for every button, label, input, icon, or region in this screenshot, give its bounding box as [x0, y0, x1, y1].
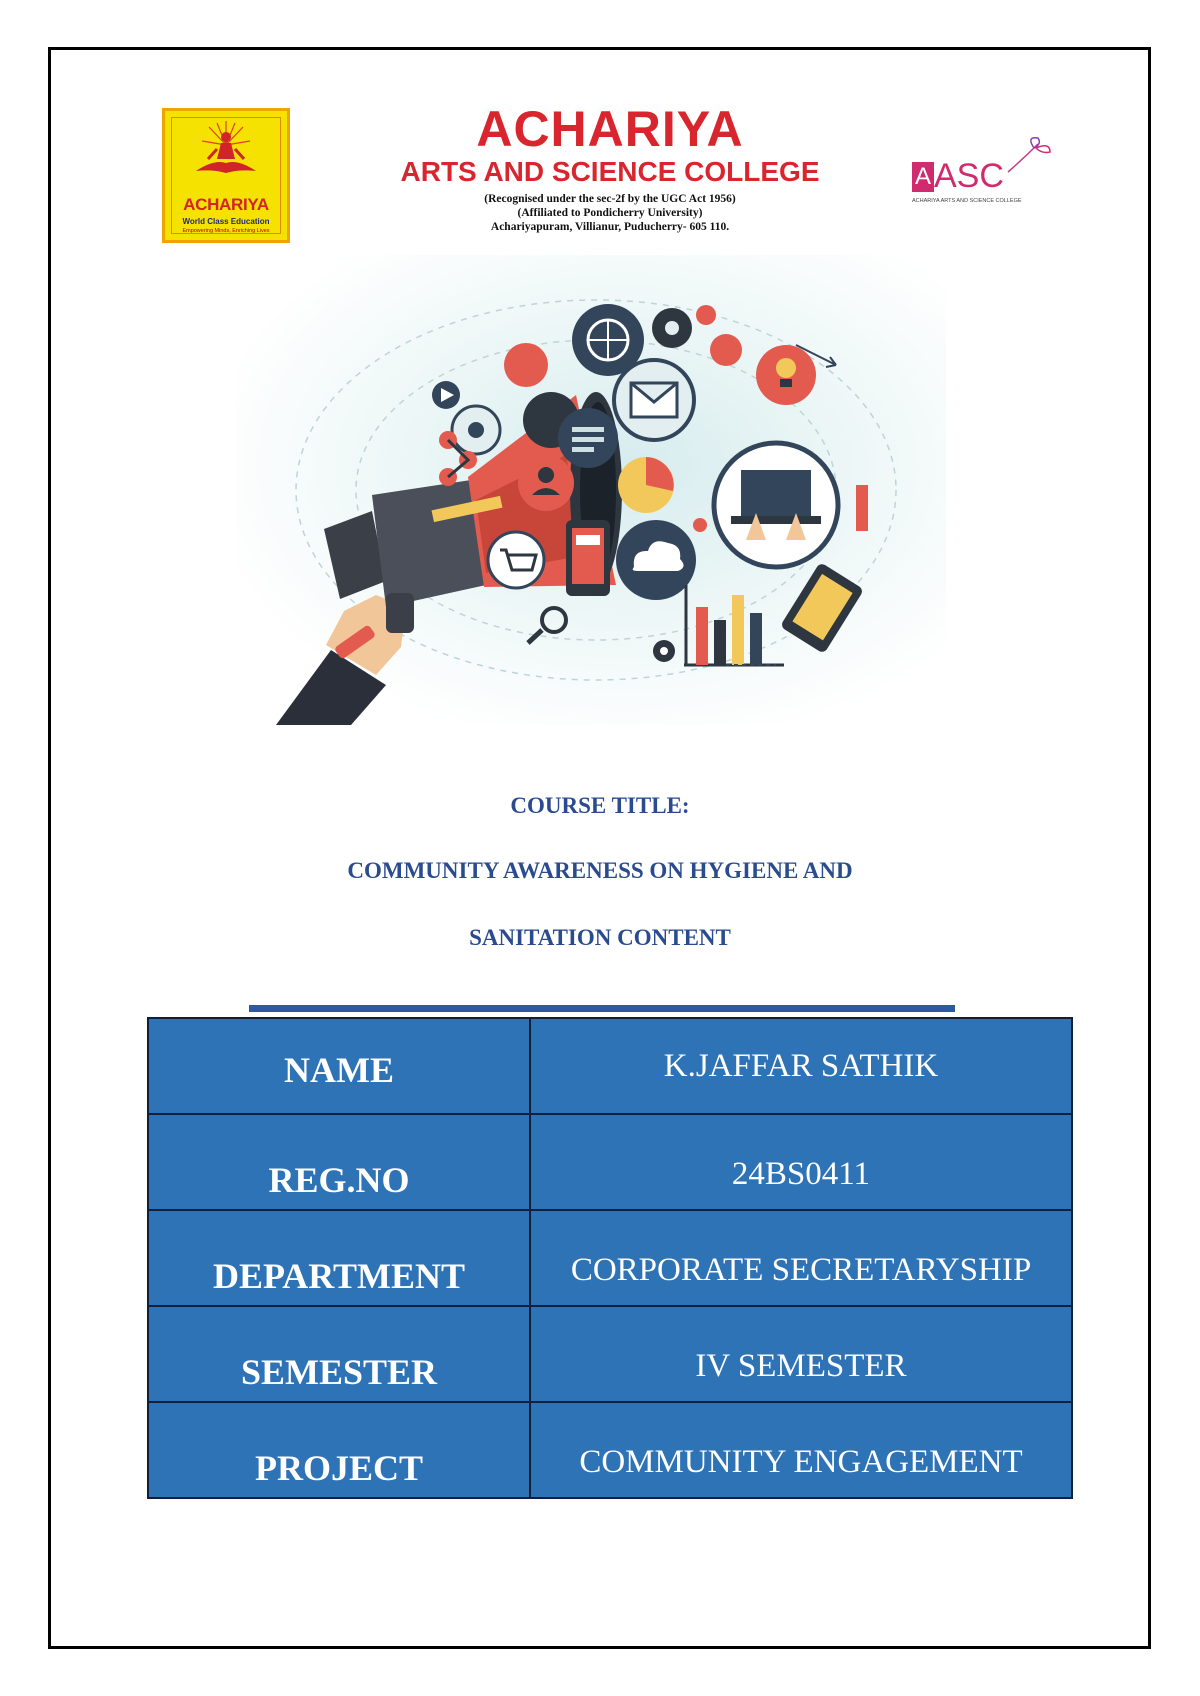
semester-label: SEMESTER	[148, 1306, 530, 1402]
college-subtitle: ARTS AND SCIENCE COLLEGE	[400, 156, 820, 187]
aasc-logo	[912, 136, 1062, 208]
logo-wordmark: ACHARIYA	[183, 195, 269, 214]
name-label: NAME	[148, 1018, 530, 1114]
logo-letters: ASC	[934, 157, 1004, 195]
department-label: DEPARTMENT	[148, 1210, 530, 1306]
reg-no-value: 24BS0411	[530, 1114, 1072, 1210]
logo-motto: Empowering Minds, Enriching Lives	[182, 228, 270, 234]
logo-caption: ACHARIYA ARTS AND SCIENCE COLLEGE	[912, 198, 1022, 204]
name-value: K.JAFFAR SATHIK	[530, 1018, 1072, 1114]
course-title-line-1: COMMUNITY AWARENESS ON HYGIENE AND	[347, 858, 853, 883]
logo-letter: A	[912, 162, 934, 192]
divider	[249, 1005, 955, 1012]
megaphone-digital-marketing-icon	[236, 255, 946, 725]
reg-no-label: REG.NO	[148, 1114, 530, 1210]
achariya-logo	[162, 108, 290, 243]
meditating-figure-icon	[165, 111, 287, 195]
table-row	[148, 1210, 1072, 1306]
table-row	[148, 1114, 1072, 1210]
table-row	[148, 1402, 1072, 1498]
table-row	[148, 1306, 1072, 1402]
project-value: COMMUNITY ENGAGEMENT	[530, 1402, 1072, 1498]
college-name: ACHARIYA	[476, 101, 744, 157]
department-value: CORPORATE SECRETARYSHIP	[530, 1210, 1072, 1306]
project-label: PROJECT	[148, 1402, 530, 1498]
semester-value: IV SEMESTER	[530, 1306, 1072, 1402]
course-title-line-2: SANITATION CONTENT	[469, 925, 731, 950]
student-details-table	[147, 1017, 1073, 1499]
address-line: Achariyapuram, Villianur, Puducherry- 605 110.	[490, 221, 730, 233]
affiliation-line: (Affiliated to Pondicherry University)	[517, 207, 703, 219]
course-title-label: COURSE TITLE:	[510, 793, 690, 818]
logo-tagline: World Class Education	[182, 217, 270, 226]
butterfly-icon	[998, 136, 1058, 176]
recognition-line: (Recognised under the sec-2f by the UGC Act 1956)	[484, 193, 736, 205]
table-row	[148, 1018, 1072, 1114]
